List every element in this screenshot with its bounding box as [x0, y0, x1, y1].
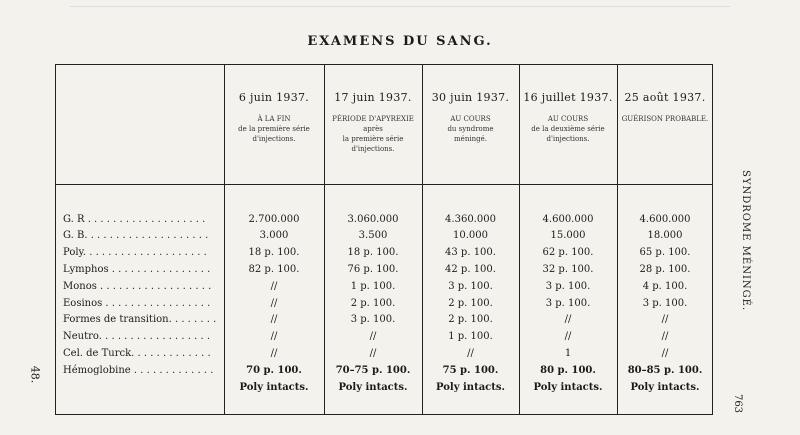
- row-label: G. R . . . . . . . . . . . . . . . . . . .: [63, 214, 206, 225]
- column-description: AU COURS de la deuxième série d'injections.: [531, 115, 605, 143]
- header-divider: [56, 184, 712, 185]
- column-header: [617, 65, 713, 184]
- row-label: Hémoglobine . . . . . . . . . . . . .: [63, 365, 214, 376]
- table-cell: 70–75 p. 100.: [335, 365, 411, 376]
- row-label: Poly. . . . . . . . . . . . . . . . . . . .: [63, 247, 207, 258]
- table-cell: //: [369, 331, 377, 342]
- table-cell: 4 p. 100.: [642, 281, 688, 292]
- row-label: Neutro. . . . . . . . . . . . . . . . . .: [63, 331, 211, 342]
- table-cell: 10.000: [453, 230, 488, 241]
- table-cell: 1 p. 100.: [448, 331, 493, 342]
- table-cell: 3 p. 100.: [350, 314, 396, 325]
- table-cell: 3 p. 100.: [448, 281, 493, 292]
- table-cell: 15.000: [550, 230, 586, 241]
- row-label: Eosinos . . . . . . . . . . . . . . . . .: [63, 298, 211, 309]
- column-date: 6 juin 1937.: [238, 91, 310, 104]
- table-cell: 4.600.000: [542, 214, 594, 225]
- page-title: EXAMENS DU SANG.: [307, 34, 493, 49]
- column-description: À LA FIN de la première série d'injections.: [238, 115, 310, 143]
- table-cell: 70 p. 100.: [246, 365, 302, 376]
- column-date: 30 juin 1937.: [431, 91, 510, 104]
- column-header: [519, 65, 617, 184]
- table-cell: 80 p. 100.: [540, 365, 596, 376]
- table-cell: //: [661, 331, 669, 342]
- table-cell: 62 p. 100.: [542, 247, 594, 258]
- table-cell: 1: [564, 348, 572, 359]
- row-label: Monos . . . . . . . . . . . . . . . . . .: [63, 281, 212, 292]
- table-cell: 3.000: [259, 230, 289, 241]
- page-number-left: 48.: [28, 365, 42, 384]
- table-cell: //: [564, 314, 572, 325]
- column-description: GUÉRISON PROBABLE.: [621, 115, 709, 123]
- table-cell: Poly intacts.: [630, 382, 700, 393]
- table-cell: Poly intacts.: [533, 382, 603, 393]
- table-cell: 18.000: [647, 230, 683, 241]
- table-cell: 3 p. 100.: [642, 298, 688, 309]
- table-cell: 2.700.000: [248, 214, 300, 225]
- table-cell: 3 p. 100.: [545, 298, 591, 309]
- table-cell: 43 p. 100.: [445, 247, 496, 258]
- table-cell: 42 p. 100.: [445, 264, 496, 275]
- table-cell: //: [270, 348, 278, 359]
- column-description: PÉRIODE D'APYREXIE après la première série d'injections.: [332, 115, 414, 153]
- table-cell: 3.060.000: [347, 214, 399, 225]
- table-cell: 2 p. 100.: [448, 314, 493, 325]
- column-date: 25 août 1937.: [624, 91, 706, 104]
- table-cell: 80–85 p. 100.: [627, 365, 703, 376]
- table-cell: 4.600.000: [639, 214, 691, 225]
- table-cell: 4.360.000: [445, 214, 496, 225]
- table-cell: 76 p. 100.: [347, 264, 399, 275]
- table-cell: 28 p. 100.: [639, 264, 691, 275]
- column-header: [324, 65, 422, 184]
- table-cell: //: [270, 314, 278, 325]
- table-cell: 2 p. 100.: [350, 298, 396, 309]
- page-number-right: 763: [732, 393, 744, 414]
- table-cell: //: [270, 331, 278, 342]
- table-cell: 65 p. 100.: [639, 247, 691, 258]
- row-label: Lymphos . . . . . . . . . . . . . . . .: [63, 264, 211, 275]
- row-label: Cel. de Turck. . . . . . . . . . . . .: [63, 348, 211, 359]
- table-cell: //: [270, 298, 278, 309]
- row-label: G. B. . . . . . . . . . . . . . . . . . . .: [63, 230, 209, 241]
- table-cell: //: [467, 348, 474, 359]
- table-cell: //: [661, 348, 669, 359]
- table-cell: 75 p. 100.: [442, 365, 499, 376]
- blood-exam-table: [55, 64, 713, 415]
- column-date: 17 juin 1937.: [334, 91, 412, 104]
- column-description: AU COURS du syndrome méningé.: [447, 115, 494, 143]
- table-cell: Poly intacts.: [436, 382, 505, 393]
- column-header: [422, 65, 519, 184]
- table-cell: 18 p. 100.: [347, 247, 399, 258]
- table-cell: Poly intacts.: [338, 382, 408, 393]
- table-cell: //: [369, 348, 377, 359]
- column-header: [224, 65, 324, 184]
- table-cell: 3 p. 100.: [545, 281, 591, 292]
- table-cell: 32 p. 100.: [542, 264, 594, 275]
- top-border: [70, 0, 730, 7]
- table-cell: //: [564, 331, 572, 342]
- column-date: 16 juillet 1937.: [523, 91, 613, 104]
- table-cell: 3.500: [358, 230, 388, 241]
- table-cell: 18 p. 100.: [248, 247, 300, 258]
- side-label: SYNDROME MÉNINGÉ.: [740, 170, 751, 312]
- table-cell: 82 p. 100.: [248, 264, 300, 275]
- table-cell: //: [661, 314, 669, 325]
- table-cell: //: [270, 281, 278, 292]
- table-cell: 1 p. 100.: [350, 281, 396, 292]
- table-cell: 2 p. 100.: [448, 298, 493, 309]
- table-cell: Poly intacts.: [239, 382, 309, 393]
- row-label: Formes de transition. . . . . . . .: [63, 314, 217, 325]
